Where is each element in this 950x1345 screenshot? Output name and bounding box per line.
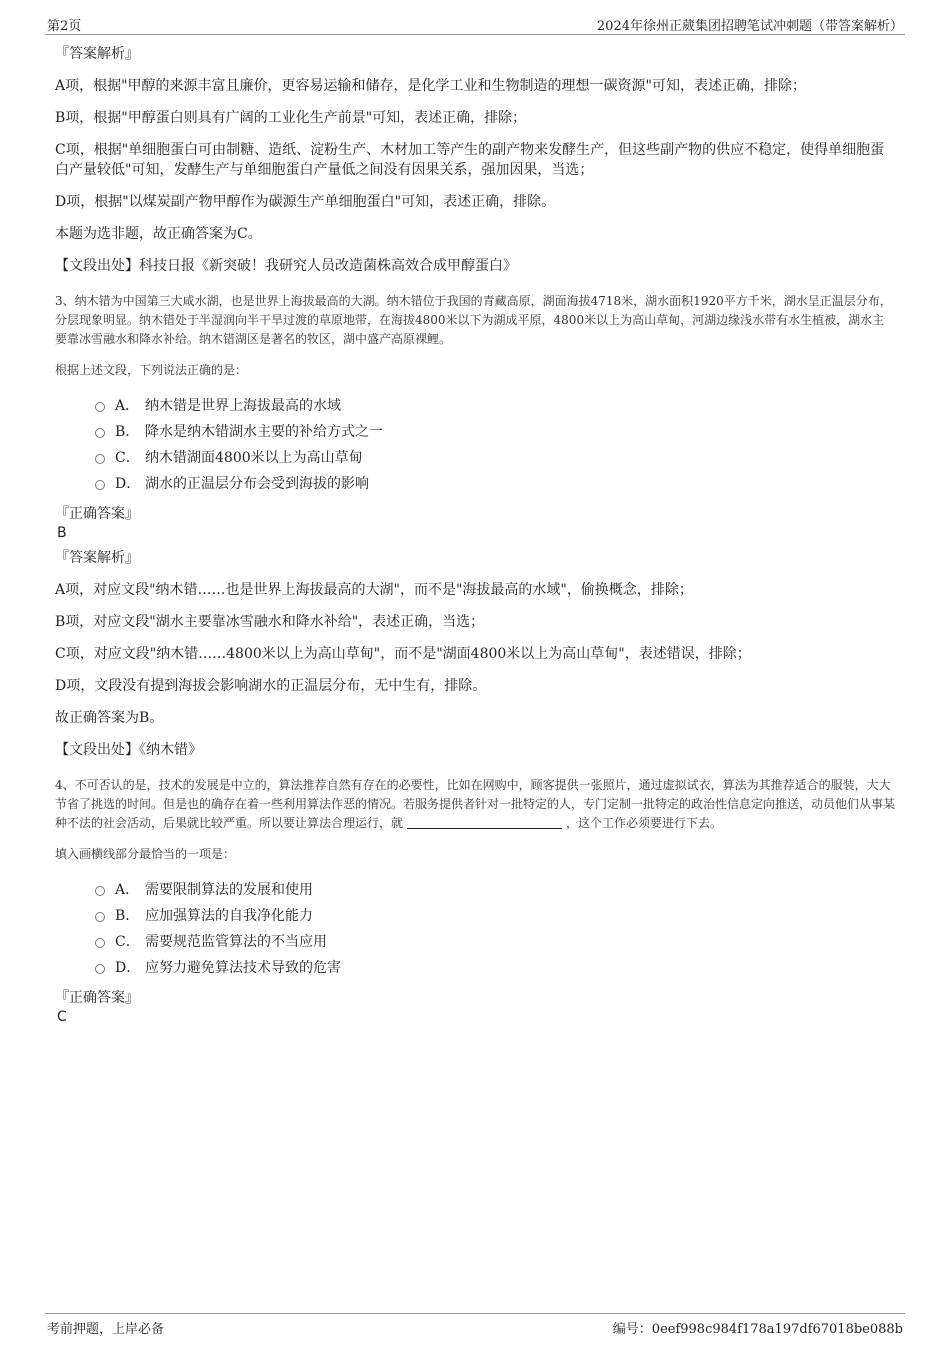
analysis-c: C项，对应文段"纳木错……4800米以上为高山草甸"，而不是"湖面4800米以上为高山草甸"，表述错误，排除； bbox=[55, 646, 751, 662]
question-3-passage: 3、纳木错为中国第三大咸水湖，也是世界上海拔最高的大湖。纳木错位于我国的青藏高原，湖面海拔4718米，湖水面积1920平方千米，湖水呈正温层分布，分层现象明显。纳木错处于半湿润向半干旱过渡的草原地带，在海拔4800米以下为湖成平原，4800米以上为高山草甸，河湖边缘浅水带有水生植被，湖水主要靠冰雪融水和降水补给。纳木错湖区是著名的牧区，湖中盛产高原裸鲤。 bbox=[55, 294, 892, 346]
analysis-label: 『答案解析』 bbox=[55, 550, 139, 566]
option-d[interactable]: D． 湖水的正温层分布会受到海拔的影响 bbox=[95, 470, 895, 496]
page-footer bbox=[45, 1313, 905, 1338]
analysis-label: 『答案解析』 bbox=[55, 46, 139, 62]
option-b[interactable]: B． 降水是纳木错湖水主要的补给方式之一 bbox=[95, 418, 895, 444]
correct-answer: B bbox=[57, 525, 67, 541]
analysis-d: D项，文段没有提到海拔会影响湖水的正温层分布，无中生有，排除。 bbox=[55, 678, 487, 694]
footer-slogan: 考前押题，上岸必备 bbox=[47, 1322, 165, 1337]
analysis-b: B项，根据"甲醇蛋白则具有广阔的工业化生产前景"可知，表述正确，排除； bbox=[55, 110, 527, 126]
passage-source: 【文段出处】科技日报《新突破！我研究人员改造菌株高效合成甲醇蛋白》 bbox=[55, 258, 517, 274]
document-title: 2024年徐州正葳集团招聘笔试冲刺题（带答案解析） bbox=[596, 19, 903, 34]
analysis-d: D项，根据"以煤炭副产物甲醇作为碳源生产单细胞蛋白"可知，表述正确，排除。 bbox=[55, 194, 556, 210]
question-3-options bbox=[95, 392, 895, 496]
option-d[interactable]: D． 应努力避免算法技术导致的危害 bbox=[95, 954, 895, 980]
analysis-a: A项，对应文段"纳木错……也是世界上海拔最高的大湖"，而不是"海拔最高的水域"，偷换概念，排除； bbox=[55, 582, 693, 598]
radio-icon[interactable] bbox=[95, 480, 105, 490]
radio-icon[interactable] bbox=[95, 964, 105, 974]
fill-blank-line bbox=[407, 818, 562, 829]
radio-icon[interactable] bbox=[95, 428, 105, 438]
option-b[interactable]: B． 应加强算法的自我净化能力 bbox=[95, 902, 895, 928]
radio-icon[interactable] bbox=[95, 454, 105, 464]
option-c[interactable]: C． 需要规范监管算法的不当应用 bbox=[95, 928, 895, 954]
question-4-passage: 4、不可否认的是，技术的发展是中立的，算法推荐自然有存在的必要性，比如在网购中，顾客提供一张照片，通过虚拟试衣，算法为其推荐适合的服装，大大节省了挑选的时间。但是也的确存在着一些利用算法作恶的情况。若服务提供者针对一批特定的人，专门定制一批特定的政治性信息定向推送，动员他们从事某种不法的社会活动，后果就比较严重。所以要让算法合理运行，就 ，这个工作必须要进行下去。 bbox=[55, 778, 896, 830]
option-c[interactable]: C． 纳木错湖面4800米以上为高山草甸 bbox=[95, 444, 895, 470]
correct-answer-label: 『正确答案』 bbox=[55, 506, 139, 522]
radio-icon[interactable] bbox=[95, 938, 105, 948]
analysis-a: A项，根据"甲醇的来源丰富且廉价，更容易运输和储存，是化学工业和生物制造的理想一碳资源"可知，表述正确，排除； bbox=[55, 78, 806, 94]
analysis-conclusion: 故正确答案为B。 bbox=[55, 710, 164, 726]
page-content bbox=[55, 40, 895, 1032]
question-4-options bbox=[95, 876, 895, 980]
radio-icon[interactable] bbox=[95, 402, 105, 412]
option-a[interactable]: A． 需要限制算法的发展和使用 bbox=[95, 876, 895, 902]
correct-answer-label: 『正确答案』 bbox=[55, 990, 139, 1006]
radio-icon[interactable] bbox=[95, 886, 105, 896]
radio-icon[interactable] bbox=[95, 912, 105, 922]
page-header bbox=[45, 12, 905, 35]
question-4-prompt: 填入画横线部分最恰当的一项是： bbox=[55, 847, 236, 861]
analysis-b: B项，对应文段"湖水主要靠冰雪融水和降水补给"，表述正确，当选； bbox=[55, 614, 485, 630]
correct-answer: C bbox=[57, 1009, 67, 1025]
analysis-c: C项，根据"单细胞蛋白可由制糖、造纸、淀粉生产、木材加工等产生的副产物来发酵生产，但这些副产物的供应不稳定，使得单细胞蛋白产量较低"可知，发酵生产与单细胞蛋白产量低之间没有因果关系，强加因果，当选； bbox=[55, 142, 885, 178]
passage-source: 【文段出处】《纳木错》 bbox=[55, 742, 202, 758]
analysis-conclusion: 本题为选非题，故正确答案为C。 bbox=[55, 226, 262, 242]
document-id: 编号：0eef998c984f178a197df67018be088b bbox=[612, 1322, 903, 1337]
page-number: 第2页 bbox=[47, 19, 82, 34]
question-3-prompt: 根据上述文段，下列说法正确的是： bbox=[55, 363, 248, 377]
option-a[interactable]: A． 纳木错是世界上海拔最高的水域 bbox=[95, 392, 895, 418]
